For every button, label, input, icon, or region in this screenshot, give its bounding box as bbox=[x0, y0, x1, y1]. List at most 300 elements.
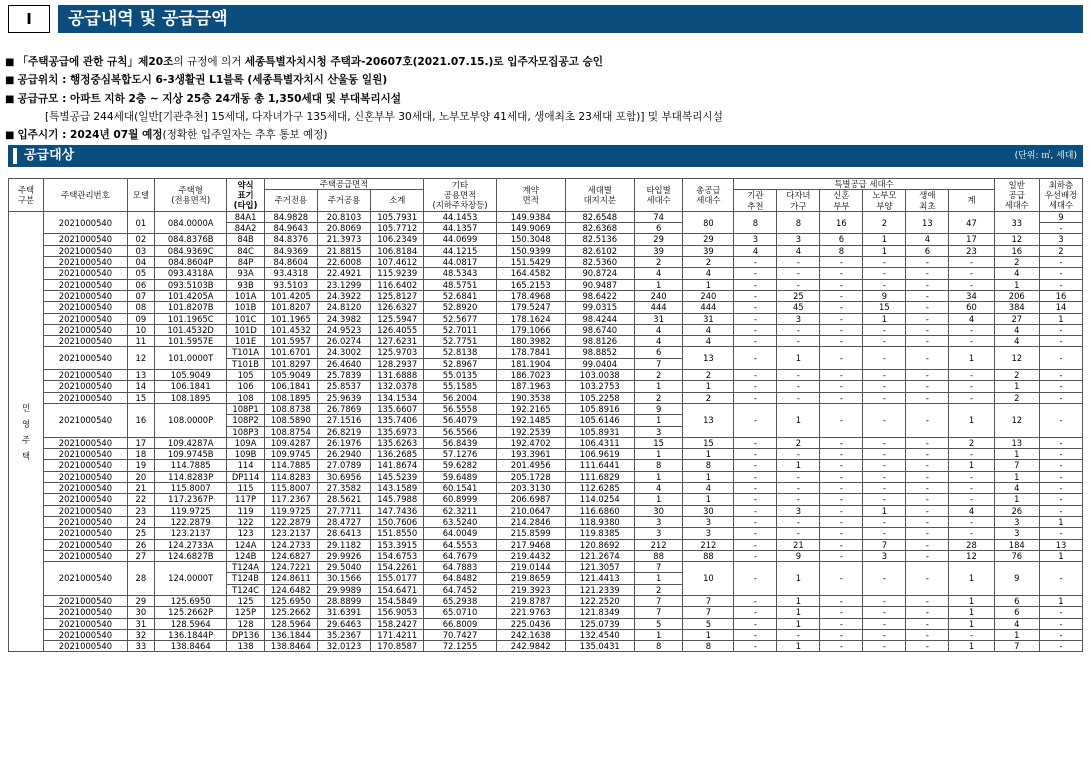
lowest-cell: - bbox=[1039, 324, 1082, 335]
units-per-type-cell: 7 bbox=[634, 607, 683, 618]
other-area-cell: 65.0710 bbox=[424, 607, 496, 618]
subsection-bar bbox=[13, 148, 17, 164]
general-cell: 206 bbox=[994, 290, 1039, 301]
general-cell: 2 bbox=[994, 370, 1039, 381]
sum-cell: - bbox=[949, 336, 994, 347]
code-cell: 2021000540 bbox=[44, 494, 128, 505]
code-cell: 2021000540 bbox=[44, 550, 128, 561]
newly-cell: - bbox=[820, 392, 863, 403]
ptype-cell: 101.4532D bbox=[154, 324, 226, 335]
other-area-cell: 64.7883 bbox=[424, 562, 496, 573]
subtotal-cell: 126.4055 bbox=[371, 324, 424, 335]
abbr-cell: T124C bbox=[227, 584, 264, 595]
subtotal-cell: 125.5947 bbox=[371, 313, 424, 324]
lowest-cell: - bbox=[1039, 257, 1082, 268]
common-cell: 28.5621 bbox=[317, 494, 370, 505]
contract-area-cell: 203.3130 bbox=[496, 483, 565, 494]
subtotal-cell: 125.8127 bbox=[371, 290, 424, 301]
sum-cell: - bbox=[949, 381, 994, 392]
common-cell: 21.8815 bbox=[317, 245, 370, 256]
lowest-cell: - bbox=[1039, 437, 1082, 448]
multi-cell: 1 bbox=[777, 460, 820, 471]
table-row bbox=[9, 268, 1083, 279]
general-cell: 4 bbox=[994, 483, 1039, 494]
table-row bbox=[9, 302, 1083, 313]
exclusive-cell: 119.9725 bbox=[264, 505, 317, 516]
units-per-type-cell: 3 bbox=[634, 426, 683, 437]
contract-area-cell: 219.0144 bbox=[496, 562, 565, 573]
ptype-cell: 084.8376B bbox=[154, 234, 226, 245]
model-cell: 04 bbox=[127, 257, 154, 268]
elder-cell: 15 bbox=[863, 302, 906, 313]
table-row bbox=[9, 211, 1083, 222]
land-share-cell: 119.8385 bbox=[565, 528, 634, 539]
total-cell: 29 bbox=[683, 234, 734, 245]
general-cell: 1 bbox=[994, 449, 1039, 460]
abbr-cell: 109B bbox=[227, 449, 264, 460]
table-header bbox=[9, 179, 1083, 212]
other-area-cell: 44.1215 bbox=[424, 245, 496, 256]
contract-area-cell: 150.3048 bbox=[496, 234, 565, 245]
inst-cell: - bbox=[734, 257, 777, 268]
contract-area-cell: 215.8599 bbox=[496, 528, 565, 539]
other-area-cell: 56.2004 bbox=[424, 392, 496, 403]
lowest-cell: - bbox=[1039, 336, 1082, 347]
units-per-type-cell: 15 bbox=[634, 437, 683, 448]
first-cell: - bbox=[906, 313, 949, 324]
common-cell: 28.6413 bbox=[317, 528, 370, 539]
units-per-type-cell: 2 bbox=[634, 370, 683, 381]
general-cell: 1 bbox=[994, 279, 1039, 290]
col-first-time: 생애 최초 bbox=[906, 190, 949, 212]
table-row bbox=[9, 607, 1083, 618]
other-area-cell: 64.8482 bbox=[424, 573, 496, 584]
abbr-cell: T124A bbox=[227, 562, 264, 573]
newly-cell: 16 bbox=[820, 211, 863, 234]
code-cell: 2021000540 bbox=[44, 516, 128, 527]
contract-area-cell: 210.0647 bbox=[496, 505, 565, 516]
ptype-cell: 138.8464 bbox=[154, 641, 226, 652]
subtotal-cell: 136.2685 bbox=[371, 449, 424, 460]
first-cell: - bbox=[906, 539, 949, 550]
units-per-type-cell: 31 bbox=[634, 313, 683, 324]
abbr-cell: 84A2 bbox=[227, 223, 264, 234]
multi-cell: 3 bbox=[777, 505, 820, 516]
col-contract-area: 계약 면적 bbox=[496, 179, 565, 212]
abbr-cell: 122 bbox=[227, 516, 264, 527]
contract-area-cell: 192.2539 bbox=[496, 426, 565, 437]
elder-cell: - bbox=[863, 607, 906, 618]
code-cell: 2021000540 bbox=[44, 629, 128, 640]
ptype-cell: 122.2879 bbox=[154, 516, 226, 527]
ptype-cell: 124.0000T bbox=[154, 562, 226, 596]
total-cell: 10 bbox=[683, 562, 734, 596]
intro-approval: 세종특별자치시청 주택과-20607호(2021.07.15.)로 입주자모집공고 승인 bbox=[244, 56, 604, 68]
code-cell: 2021000540 bbox=[44, 449, 128, 460]
multi-cell: 25 bbox=[777, 290, 820, 301]
lowest-cell: 16 bbox=[1039, 290, 1082, 301]
first-cell: - bbox=[906, 471, 949, 482]
total-cell: 1 bbox=[683, 279, 734, 290]
abbr-cell: T124B bbox=[227, 573, 264, 584]
newly-cell: - bbox=[820, 336, 863, 347]
multi-cell: - bbox=[777, 471, 820, 482]
first-cell: - bbox=[906, 629, 949, 640]
first-cell: - bbox=[906, 607, 949, 618]
general-cell: 7 bbox=[994, 641, 1039, 652]
code-cell: 2021000540 bbox=[44, 505, 128, 516]
newly-cell: - bbox=[820, 302, 863, 313]
subtotal-cell: 134.1534 bbox=[371, 392, 424, 403]
sum-cell: 1 bbox=[949, 403, 994, 437]
total-cell: 212 bbox=[683, 539, 734, 550]
newly-cell: - bbox=[820, 629, 863, 640]
code-cell: 2021000540 bbox=[44, 245, 128, 256]
model-cell: 03 bbox=[127, 245, 154, 256]
subtotal-cell: 135.6263 bbox=[371, 437, 424, 448]
subtotal-cell: 154.2261 bbox=[371, 562, 424, 573]
total-cell: 3 bbox=[683, 516, 734, 527]
other-area-cell: 64.5553 bbox=[424, 539, 496, 550]
elder-cell: 1 bbox=[863, 234, 906, 245]
section-number: I bbox=[8, 5, 50, 33]
common-cell: 25.9639 bbox=[317, 392, 370, 403]
newly-cell: - bbox=[820, 290, 863, 301]
sum-cell: 1 bbox=[949, 562, 994, 596]
contract-area-cell: 192.4702 bbox=[496, 437, 565, 448]
model-cell: 20 bbox=[127, 471, 154, 482]
table-row bbox=[9, 562, 1083, 573]
abbr-cell: 101A bbox=[227, 290, 264, 301]
sum-cell: - bbox=[949, 449, 994, 460]
first-cell: 4 bbox=[906, 234, 949, 245]
abbr-cell: 115 bbox=[227, 483, 264, 494]
land-share-cell: 116.6860 bbox=[565, 505, 634, 516]
elder-cell: - bbox=[863, 641, 906, 652]
general-cell: 12 bbox=[994, 403, 1039, 437]
lowest-cell: - bbox=[1039, 403, 1082, 437]
section-header bbox=[8, 5, 1083, 33]
abbr-cell: 138 bbox=[227, 641, 264, 652]
multi-cell: - bbox=[777, 324, 820, 335]
multi-cell: 9 bbox=[777, 550, 820, 561]
other-area-cell: 72.1255 bbox=[424, 641, 496, 652]
code-cell: 2021000540 bbox=[44, 392, 128, 403]
exclusive-cell: 101.1965 bbox=[264, 313, 317, 324]
col-code: 주택관리번호 bbox=[44, 179, 128, 212]
model-cell: 22 bbox=[127, 494, 154, 505]
common-cell: 26.7869 bbox=[317, 403, 370, 414]
model-cell: 30 bbox=[127, 607, 154, 618]
table-row bbox=[9, 550, 1083, 561]
intro-move-in: 입주시기 : 2024년 07월 예정 bbox=[17, 129, 163, 142]
total-cell: 4 bbox=[683, 324, 734, 335]
elder-cell: 1 bbox=[863, 313, 906, 324]
ptype-cell: 119.9725 bbox=[154, 505, 226, 516]
ptype-cell: 101.4205A bbox=[154, 290, 226, 301]
newly-cell: - bbox=[820, 516, 863, 527]
col-total-units: 총공급 세대수 bbox=[683, 179, 734, 212]
ptype-cell: 101.5957E bbox=[154, 336, 226, 347]
inst-cell: - bbox=[734, 324, 777, 335]
sum-cell: - bbox=[949, 257, 994, 268]
multi-cell: 3 bbox=[777, 234, 820, 245]
land-share-cell: 90.9487 bbox=[565, 279, 634, 290]
model-cell: 10 bbox=[127, 324, 154, 335]
elder-cell: 1 bbox=[863, 245, 906, 256]
sum-cell: 12 bbox=[949, 550, 994, 561]
general-cell: 2 bbox=[994, 257, 1039, 268]
col-newlywed: 신혼 부부 bbox=[820, 190, 863, 212]
contract-area-cell: 201.4956 bbox=[496, 460, 565, 471]
code-cell: 2021000540 bbox=[44, 370, 128, 381]
newly-cell: - bbox=[820, 449, 863, 460]
inst-cell: - bbox=[734, 516, 777, 527]
sum-cell: 1 bbox=[949, 618, 994, 629]
land-share-cell: 99.0404 bbox=[565, 358, 634, 369]
inst-cell: - bbox=[734, 347, 777, 370]
first-cell: - bbox=[906, 290, 949, 301]
ptype-cell: 115.8007 bbox=[154, 483, 226, 494]
subtotal-cell: 143.1589 bbox=[371, 483, 424, 494]
multi-cell: - bbox=[777, 381, 820, 392]
units-per-type-cell: 4 bbox=[634, 324, 683, 335]
general-cell: 4 bbox=[994, 618, 1039, 629]
table-row bbox=[9, 257, 1083, 268]
elder-cell: 1 bbox=[863, 505, 906, 516]
lowest-cell: 1 bbox=[1039, 516, 1082, 527]
common-cell: 20.8069 bbox=[317, 223, 370, 234]
lowest-cell: - bbox=[1039, 392, 1082, 403]
abbr-cell: 108P3 bbox=[227, 426, 264, 437]
units-per-type-cell: 1 bbox=[634, 381, 683, 392]
multi-cell: - bbox=[777, 279, 820, 290]
ptype-cell: 109.4287A bbox=[154, 437, 226, 448]
subtotal-cell: 125.9703 bbox=[371, 347, 424, 358]
land-share-cell: 106.4311 bbox=[565, 437, 634, 448]
sum-cell: 47 bbox=[949, 211, 994, 234]
model-cell: 16 bbox=[127, 403, 154, 437]
land-share-cell: 99.0315 bbox=[565, 302, 634, 313]
abbr-cell: 93A bbox=[227, 268, 264, 279]
sum-cell: 1 bbox=[949, 595, 994, 606]
sum-cell: 1 bbox=[949, 347, 994, 370]
code-cell: 2021000540 bbox=[44, 403, 128, 437]
first-cell: - bbox=[906, 595, 949, 606]
abbr-cell: T101B bbox=[227, 358, 264, 369]
other-area-cell: 56.5558 bbox=[424, 403, 496, 414]
first-cell: - bbox=[906, 562, 949, 596]
code-cell: 2021000540 bbox=[44, 336, 128, 347]
col-land-share: 세대별 대지지분 bbox=[565, 179, 634, 212]
total-cell: 8 bbox=[683, 460, 734, 471]
general-cell: 9 bbox=[994, 562, 1039, 596]
common-cell: 26.0274 bbox=[317, 336, 370, 347]
units-per-type-cell: 8 bbox=[634, 641, 683, 652]
exclusive-cell: 114.7885 bbox=[264, 460, 317, 471]
code-cell: 2021000540 bbox=[44, 290, 128, 301]
first-cell: - bbox=[906, 268, 949, 279]
land-share-cell: 120.8692 bbox=[565, 539, 634, 550]
lowest-cell: - bbox=[1039, 471, 1082, 482]
abbr-cell: 124B bbox=[227, 550, 264, 561]
lowest-cell: - bbox=[1039, 381, 1082, 392]
general-cell: 1 bbox=[994, 494, 1039, 505]
sum-cell: 17 bbox=[949, 234, 994, 245]
general-cell: 7 bbox=[994, 460, 1039, 471]
land-share-cell: 90.8724 bbox=[565, 268, 634, 279]
table-row bbox=[9, 324, 1083, 335]
other-area-cell: 52.8920 bbox=[424, 302, 496, 313]
other-area-cell: 44.0699 bbox=[424, 234, 496, 245]
model-cell: 01 bbox=[127, 211, 154, 234]
multi-cell: 1 bbox=[777, 641, 820, 652]
exclusive-cell: 84.9643 bbox=[264, 223, 317, 234]
code-cell: 2021000540 bbox=[44, 618, 128, 629]
land-share-cell: 103.0038 bbox=[565, 370, 634, 381]
common-cell: 21.3973 bbox=[317, 234, 370, 245]
col-elderly: 노부모 부양 bbox=[863, 190, 906, 212]
common-cell: 24.3982 bbox=[317, 313, 370, 324]
elder-cell: - bbox=[863, 528, 906, 539]
ptype-cell: 101.0000T bbox=[154, 347, 226, 370]
multi-cell: 1 bbox=[777, 607, 820, 618]
abbr-cell: 84B bbox=[227, 234, 264, 245]
table-row bbox=[9, 539, 1083, 550]
elder-cell: - bbox=[863, 483, 906, 494]
inst-cell: - bbox=[734, 629, 777, 640]
contract-area-cell: 192.2165 bbox=[496, 403, 565, 414]
exclusive-cell: 124.6482 bbox=[264, 584, 317, 595]
first-cell: - bbox=[906, 279, 949, 290]
common-cell: 32.0123 bbox=[317, 641, 370, 652]
other-area-cell: 48.5751 bbox=[424, 279, 496, 290]
exclusive-cell: 117.2367 bbox=[264, 494, 317, 505]
land-share-cell: 121.2674 bbox=[565, 550, 634, 561]
sum-cell: - bbox=[949, 516, 994, 527]
abbr-cell: 108P2 bbox=[227, 415, 264, 426]
subtotal-cell: 171.4211 bbox=[371, 629, 424, 640]
total-cell: 13 bbox=[683, 403, 734, 437]
land-share-cell: 82.6368 bbox=[565, 223, 634, 234]
inst-cell: - bbox=[734, 279, 777, 290]
house-type-cell: 민 영 주 택 bbox=[9, 211, 44, 652]
subtotal-cell: 105.7931 bbox=[371, 211, 424, 222]
other-area-cell: 44.1453 bbox=[424, 211, 496, 222]
multi-cell: - bbox=[777, 483, 820, 494]
exclusive-cell: 124.7221 bbox=[264, 562, 317, 573]
general-cell: 4 bbox=[994, 268, 1039, 279]
multi-cell: - bbox=[777, 370, 820, 381]
contract-area-cell: 219.4432 bbox=[496, 550, 565, 561]
subtotal-cell: 147.7436 bbox=[371, 505, 424, 516]
model-cell: 15 bbox=[127, 392, 154, 403]
total-cell: 80 bbox=[683, 211, 734, 234]
table-row bbox=[9, 245, 1083, 256]
other-area-cell: 60.1541 bbox=[424, 483, 496, 494]
common-cell: 26.4640 bbox=[317, 358, 370, 369]
abbr-cell: 114 bbox=[227, 460, 264, 471]
general-cell: 4 bbox=[994, 324, 1039, 335]
code-cell: 2021000540 bbox=[44, 347, 128, 370]
exclusive-cell: 101.6701 bbox=[264, 347, 317, 358]
subtotal-cell: 154.6471 bbox=[371, 584, 424, 595]
inst-cell: - bbox=[734, 336, 777, 347]
model-cell: 32 bbox=[127, 629, 154, 640]
total-cell: 1 bbox=[683, 629, 734, 640]
other-area-cell: 52.8138 bbox=[424, 347, 496, 358]
model-cell: 11 bbox=[127, 336, 154, 347]
ptype-cell: 093.5103B bbox=[154, 279, 226, 290]
subtotal-cell: 150.7606 bbox=[371, 516, 424, 527]
multi-cell: 1 bbox=[777, 562, 820, 596]
contract-area-cell: 149.9069 bbox=[496, 223, 565, 234]
exclusive-cell: 124.2733 bbox=[264, 539, 317, 550]
exclusive-cell: 108.8754 bbox=[264, 426, 317, 437]
ptype-cell: 124.2733A bbox=[154, 539, 226, 550]
total-cell: 4 bbox=[683, 483, 734, 494]
other-area-cell: 64.0049 bbox=[424, 528, 496, 539]
total-cell: 88 bbox=[683, 550, 734, 561]
model-cell: 07 bbox=[127, 290, 154, 301]
ptype-cell: 093.4318A bbox=[154, 268, 226, 279]
land-share-cell: 135.0431 bbox=[565, 641, 634, 652]
other-area-cell: 52.8967 bbox=[424, 358, 496, 369]
code-cell: 2021000540 bbox=[44, 257, 128, 268]
model-cell: 26 bbox=[127, 539, 154, 550]
common-cell: 22.6008 bbox=[317, 257, 370, 268]
units-per-type-cell: 1 bbox=[634, 449, 683, 460]
total-cell: 39 bbox=[683, 245, 734, 256]
units-per-type-cell: 29 bbox=[634, 234, 683, 245]
ptype-cell: 114.8283P bbox=[154, 471, 226, 482]
ptype-cell: 114.7885 bbox=[154, 460, 226, 471]
code-cell: 2021000540 bbox=[44, 437, 128, 448]
multi-cell: 4 bbox=[777, 245, 820, 256]
ptype-cell: 109.9745B bbox=[154, 449, 226, 460]
col-subtotal: 소계 bbox=[371, 190, 424, 212]
abbr-cell: 84C bbox=[227, 245, 264, 256]
common-cell: 28.8899 bbox=[317, 595, 370, 606]
elder-cell: 3 bbox=[863, 550, 906, 561]
inst-cell: - bbox=[734, 370, 777, 381]
land-share-cell: 105.8931 bbox=[565, 426, 634, 437]
subtotal-cell: 135.6607 bbox=[371, 403, 424, 414]
model-cell: 02 bbox=[127, 234, 154, 245]
total-cell: 30 bbox=[683, 505, 734, 516]
lowest-cell: 14 bbox=[1039, 302, 1082, 313]
subtotal-cell: 135.7406 bbox=[371, 415, 424, 426]
units-per-type-cell: 30 bbox=[634, 505, 683, 516]
code-cell: 2021000540 bbox=[44, 539, 128, 550]
inst-cell: - bbox=[734, 528, 777, 539]
first-cell: - bbox=[906, 494, 949, 505]
sum-cell: 1 bbox=[949, 607, 994, 618]
exclusive-cell: 128.5964 bbox=[264, 618, 317, 629]
section-title: 공급내역 및 공급금액 bbox=[58, 5, 1083, 33]
other-area-cell: 60.8999 bbox=[424, 494, 496, 505]
units-per-type-cell: 4 bbox=[634, 483, 683, 494]
table-row bbox=[9, 516, 1083, 527]
model-cell: 27 bbox=[127, 550, 154, 561]
elder-cell: - bbox=[863, 595, 906, 606]
common-cell: 26.2940 bbox=[317, 449, 370, 460]
abbr-cell: 101E bbox=[227, 336, 264, 347]
contract-area-cell: 206.6987 bbox=[496, 494, 565, 505]
abbr-cell: 106 bbox=[227, 381, 264, 392]
subtotal-cell: 131.6888 bbox=[371, 370, 424, 381]
land-share-cell: 82.6548 bbox=[565, 211, 634, 222]
